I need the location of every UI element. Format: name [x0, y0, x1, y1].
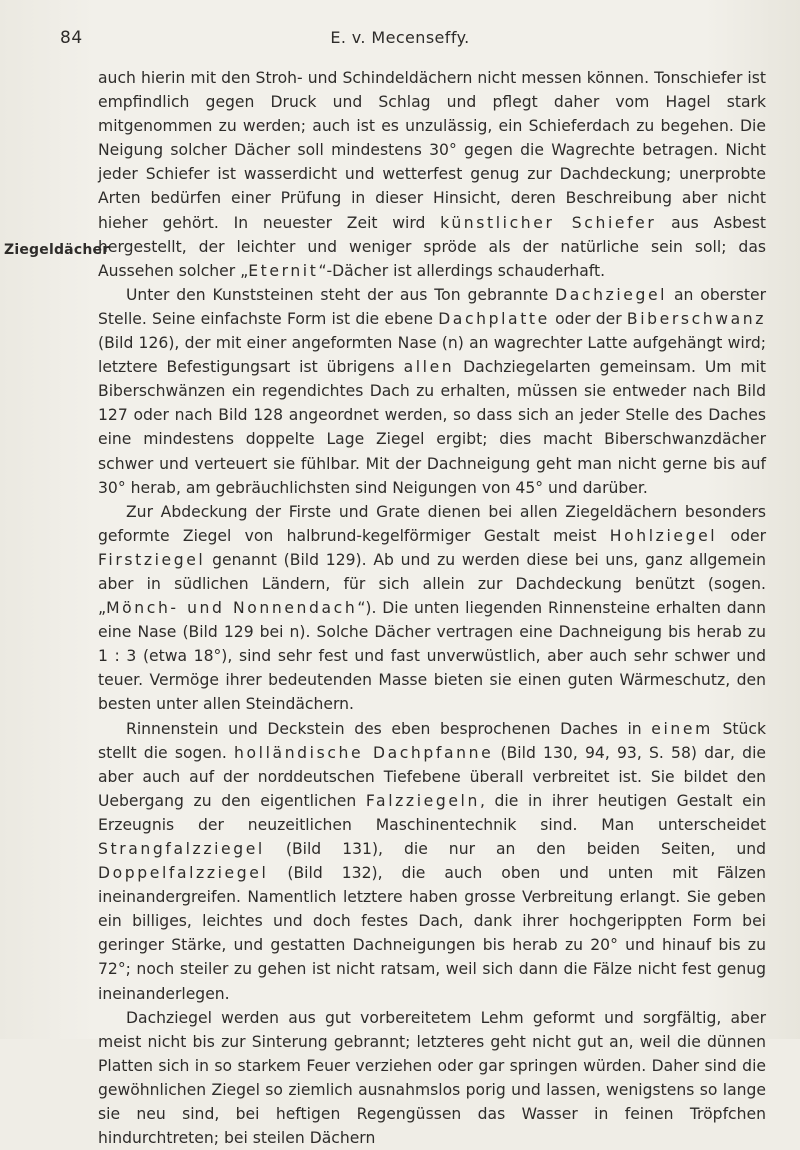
margin-note: Ziegeldächer: [4, 242, 110, 258]
text-run: (Bild 130, 94, 93, S. 58) dar, die aber auch auf der norddeutschen Tiefebene überall verbreitet ist. Sie bildet den Uebergang zu den eigentlichen: [98, 743, 767, 810]
text-run: (Bild 131), die nur an den beiden Seiten, und: [264, 840, 766, 858]
text-run: Zur Abdeckung der Firste und Grate dienen bei allen Ziegeldächern besonders geformte Ziegel von halbrund-kegelförmiger Gestalt meist: [98, 502, 766, 545]
spaced-emphasis: künstlicher Schiefer: [440, 213, 657, 232]
spaced-emphasis: Falzziegeln: [365, 791, 480, 810]
text-run: oder: [717, 526, 766, 545]
spaced-emphasis: Strangfalzziegel: [98, 840, 265, 858]
spaced-emphasis: einem: [651, 719, 713, 738]
text-run: Dachziegelarten gemeinsam. Um mit Biberschwänzen ein regendichtes Dach zu erhalten, müssen sie entweder nach Bild 127 oder nach Bild 128 angeordnet werden, so dass sich an jeder Stelle des Daches eine mindestens doppelte Lage Ziegel ergibt; dies macht Biberschwanzdächer schwer und verteuert sie fühlbar. Mit der Dachneigung geht man nicht gerne bis auf 30° herab, am gebräuchlichsten sind Neigungen von 45° und darüber.: [98, 358, 766, 497]
text-run: Stück stellt die sogen.: [98, 719, 766, 762]
spaced-emphasis: Mönch- und Nonnendach: [106, 599, 358, 618]
spaced-emphasis: Eternit: [248, 261, 319, 280]
spaced-emphasis: holländische Dachpfanne: [234, 743, 494, 762]
spaced-emphasis: allen: [403, 358, 455, 377]
text-run: aus Asbest hergestellt, der leichter und weniger spröde als der natürliche sein soll; das Aussehen solcher „: [98, 213, 766, 280]
page-header: [0, 28, 800, 52]
text-run: Dachziegel werden aus gut vorbereitetem Lehm geformt und sorgfältig, aber meist nicht bis zur Sinterung gebrannt; letzteres geht nicht gut an, weil die dünnen Platten sich in so starkem Feuer verziehen oder gar springen würden. Daher sind die gewöhnlichen Ziegel so ziemlich ausnahmslos porig und lassen, wenigstens so lange sie neu sind, bei heftigen Regengüssen das Wasser in feinen Tröpfchen hindurchtreten; bei steilen Dächern: [98, 1008, 766, 1148]
paragraph: [98, 500, 766, 717]
paragraph: [98, 283, 766, 500]
spaced-emphasis: Hohlziegel: [609, 526, 718, 545]
paragraph: [98, 66, 766, 283]
text-run: Unter den Kunststeinen steht der aus Ton gebrannte: [126, 285, 556, 304]
text-run: oder der: [549, 309, 627, 328]
text-run: Rinnenstein und Deckstein des eben besprochenen Daches in: [126, 719, 652, 738]
text-run: “-Dächer ist allerdings schauderhaft.: [318, 261, 606, 280]
text-run: an oberster Stelle. Seine einfachste Form ist die ebene: [98, 285, 766, 328]
spaced-emphasis: Biberschwanz: [626, 309, 766, 328]
text-run: , die in ihrer heutigen Gestalt ein Erzeugnis der neuzeitlichen Maschinentechnik sind. Man unterscheidet: [98, 791, 766, 834]
body-text: [98, 66, 766, 1150]
spaced-emphasis: Dachziegel: [555, 285, 668, 304]
text-run: (Bild 132), die auch oben und unten mit Fälzen ineinandergreifen. Namentlich letztere haben grosse Verbreitung erlangt. Sie geben ein billiges, leichtes und doch festes Dach, dank ihrer hochgerippten Form bei geringer Stärke, und gestatten Dachneigungen bis herab zu 20° und hinauf bis zu 72°; noch steiler zu gehen ist nicht ratsam, weil sich dann die Fälze nicht fest genug ineinanderlegen.: [98, 864, 766, 1003]
text-run: genannt (Bild 129). Ab und zu werden diese bei uns, ganz allgemein aber in südlichen Ländern, für sich allein zur Dachdeckung benützt (sogen. „: [98, 550, 766, 618]
page-number: 84: [60, 28, 83, 48]
paragraph: [98, 1006, 766, 1150]
spaced-emphasis: Firstziegel: [98, 550, 206, 569]
running-head: E. v. Mecenseffy.: [330, 28, 470, 47]
spaced-emphasis: Doppelfalzziegel: [98, 864, 269, 883]
text-run: (Bild 126), der mit einer angeformten Nase (n) an wagrechter Latte aufgehängt wird; letztere Befestigungsart ist übrigens: [98, 334, 766, 377]
text-run: “). Die unten liegenden Rinnensteine erhalten dann eine Nase (Bild 129 bei n). Solche Dächer vertragen eine Dachneigung bis herab zu 1 : 3 (etwa 18°), sind sehr fest und fast unverwüstlich, aber auch sehr schwer und teuer. Vermöge ihrer bedeutenden Masse bieten sie einen guten Wärmeschutz, den besten unter allen Steindächern.: [98, 599, 766, 714]
paragraph: [98, 717, 766, 1006]
spaced-emphasis: Dachplatte: [438, 309, 550, 328]
text-run: auch hierin mit den Stroh- und Schindeldächern nicht messen können. Tonschiefer ist empfindlich gegen Druck und Schlag und pflegt daher vom Hagel stark mitgenommen zu werden; auch ist es unzulässig, ein Schieferdach zu begehen. Die Neigung solcher Dächer soll mindestens 30° gegen die Wagrechte betragen. Nicht jeder Schiefer ist wasserdicht und wetterfest genug zur Dachdeckung; unerprobte Arten bedürfen einer Prüfung in dieser Hinsicht, deren Beschreibung aber nicht hieher gehört. In neuester Zeit wird: [98, 69, 766, 232]
